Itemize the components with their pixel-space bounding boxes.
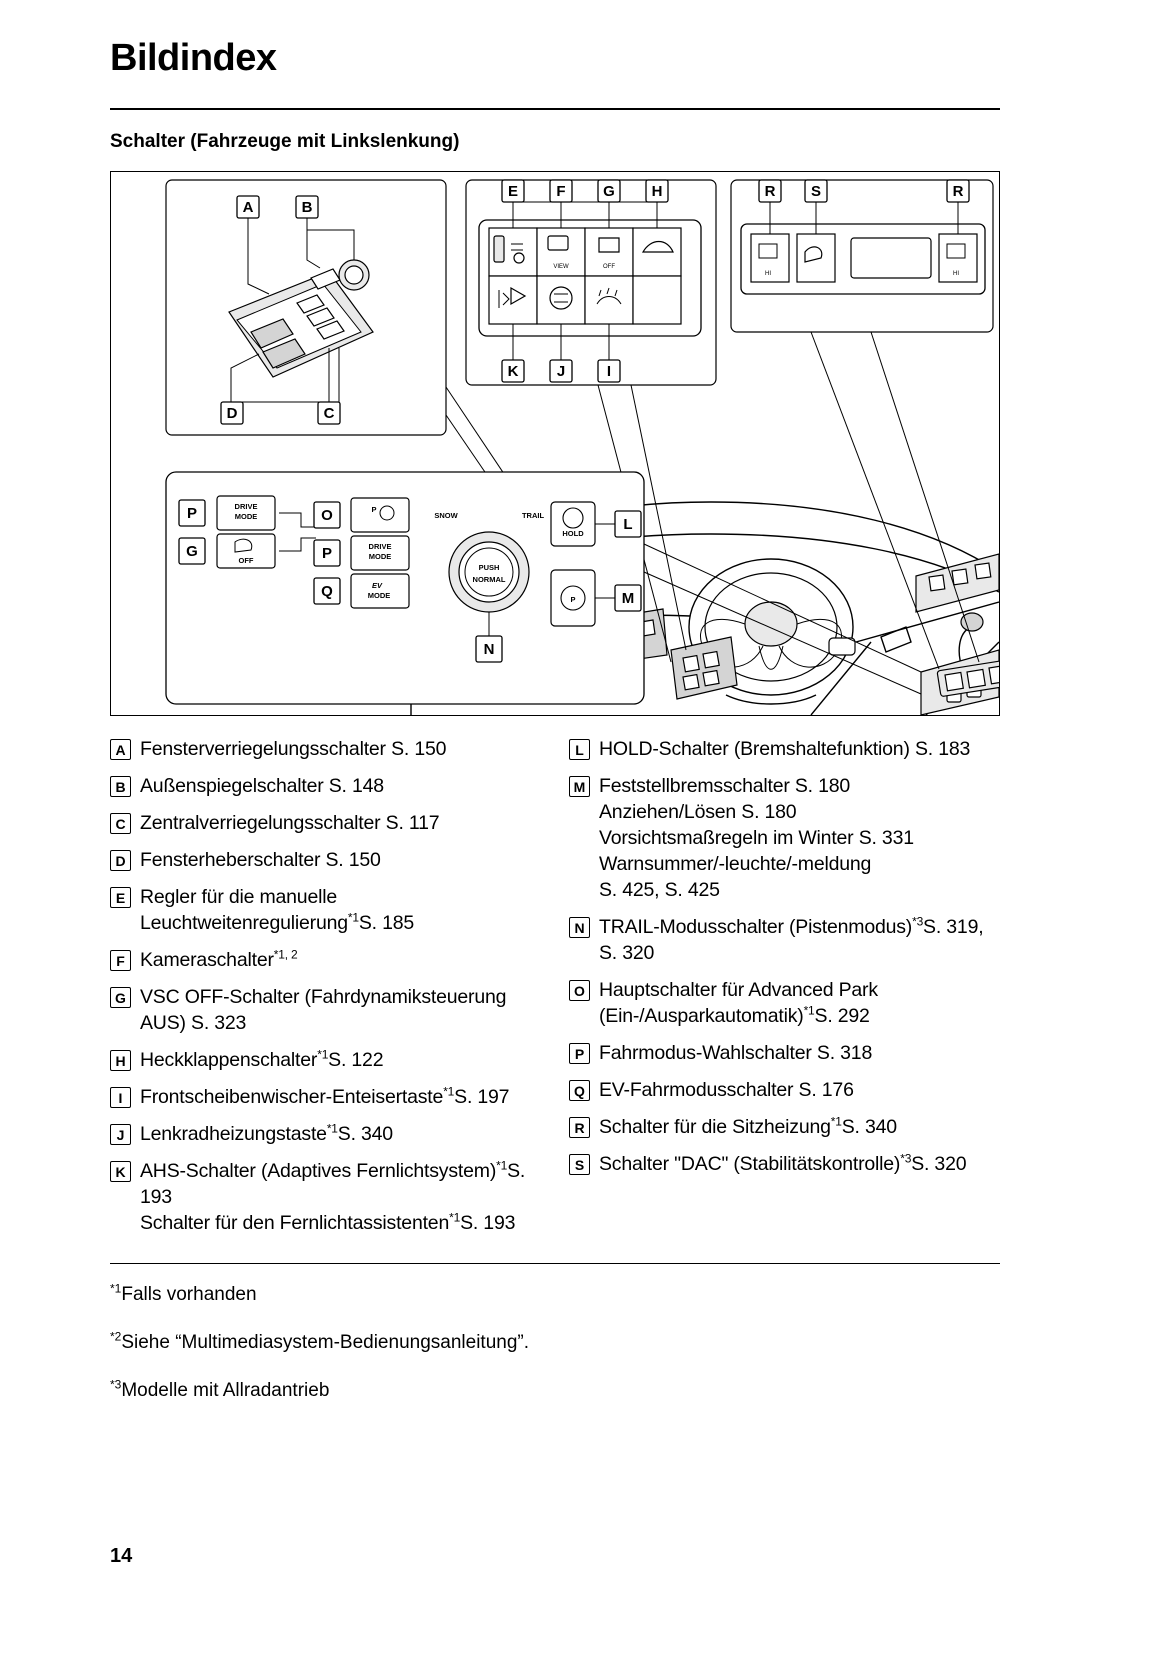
legend-text-s-main: Schalter "DAC" (Stabilitätskontrolle) [599,1152,901,1175]
legend-text-j-main: Lenkradheizungstaste [140,1122,327,1145]
svg-text:N: N [483,640,495,658]
svg-text:P: P [321,544,333,562]
legend-sup-s: *3 [900,1151,912,1166]
svg-text:P: P [371,504,377,514]
legend-text-m-main: Feststellbremsschalter S. 180 [599,774,851,797]
legend-text-i [140,1084,509,1110]
legend-item-n [569,914,1000,966]
svg-text:DRIVE: DRIVE [368,541,392,551]
key-badge-b: B [110,776,131,797]
switch-location-figure [110,171,1000,716]
legend-text-c: Zentralverriegelungsschalter S. 117 [140,811,440,834]
legend-sup-f: *1, 2 [273,947,298,962]
legend-item-q [569,1077,1000,1103]
key-badge-q: Q [569,1080,590,1101]
legend-text-f [140,947,297,973]
legend-page-k2: S. 193 [460,1211,516,1234]
left-switch-panel-small [671,637,737,699]
legend-item-o [569,977,1000,1029]
legend-item-i [110,1084,541,1110]
footnote-2 [110,1330,1000,1356]
page-title: Bildindex [110,37,277,79]
legend-text-s [599,1151,966,1177]
key-badge-c: C [110,813,131,834]
svg-text:OFF: OFF [238,555,254,565]
svg-text:MODE: MODE [367,590,391,600]
legend-text-l: HOLD-Schalter (Bremshaltefunktion) S. 183 [599,737,971,760]
legend-sup-n: *3 [912,914,924,929]
legend-text-h-main: Heckklappenschalter [140,1048,318,1071]
legend-text-g: VSC OFF-Schalter (Fahrdynamiksteuerung AUS) S. 323 [140,985,507,1034]
svg-text:M: M [621,589,635,607]
key-badge-d: D [110,850,131,871]
legend-item-a [110,736,541,762]
key-badge-a: A [110,739,131,760]
legend-sup-e: *1 [347,910,359,925]
page-content [110,0,1000,1426]
legend-item-s [569,1151,1000,1177]
page-number: 14 [110,1545,133,1567]
legend-text-m-line2: Vorsichtsmaßregeln im Winter S. 331 [599,826,914,849]
svg-text:G: G [186,542,198,560]
svg-text:OFF: OFF [603,263,615,270]
footnote-marker-3: *3 [110,1377,122,1392]
svg-text:HI: HI [765,270,771,277]
section-title: Schalter (Fahrzeuge mit Linkslenkung) [110,130,460,152]
legend-item-k [110,1158,541,1236]
legend-page-k: S. 193 [140,1159,526,1208]
svg-text:TRAIL: TRAIL [521,510,545,520]
svg-text:NORMAL: NORMAL [472,574,506,584]
key-badge-m: M [569,776,590,797]
svg-text:DRIVE: DRIVE [234,501,258,511]
svg-text:J: J [556,362,566,380]
legend-sup-j: *1 [326,1121,338,1136]
legend-text-m-line4: S. 425, S. 425 [599,878,720,901]
legend-column-left [110,736,541,1247]
svg-text:F: F [556,182,566,200]
svg-text:D: D [226,404,238,422]
footnote-marker-2: *2 [110,1329,122,1344]
legend-text-o [599,977,1000,1029]
legend-text-n-main: TRAIL-Modusschalter (Pistenmodus) [599,915,913,938]
legend-item-g [110,984,541,1036]
legend-text-p: Fahrmodus-Wahlschalter S. 318 [599,1041,873,1064]
legend-text-e [140,884,541,936]
key-badge-l: L [569,739,590,760]
svg-text:Q: Q [321,582,333,600]
legend-item-j [110,1121,541,1147]
legend-page-o: S. 292 [814,1004,870,1027]
footnote-marker-1: *1 [110,1281,122,1296]
key-badge-n: N [569,917,590,938]
footnote-1 [110,1282,1000,1308]
legend-item-l [569,736,1000,762]
svg-text:P: P [570,594,576,604]
key-badge-k: K [110,1161,131,1182]
svg-text:B: B [301,198,313,216]
legend-text-q: EV-Fahrmodusschalter S. 176 [599,1078,854,1101]
svg-text:K: K [507,362,519,380]
footnote-text-1: Falls vorhanden [121,1283,257,1305]
svg-text:PUSH: PUSH [478,562,500,572]
footnote-divider [110,1263,1000,1264]
legend-column-right [569,736,1000,1247]
svg-text:HI: HI [953,270,959,277]
legend-text-r [599,1114,897,1140]
legend-page-e: S. 185 [358,911,415,934]
key-badge-o: O [569,980,590,1001]
legend-item-c [110,810,541,836]
legend-text-f-main: Kameraschalter [140,948,274,971]
svg-text:MODE: MODE [234,511,258,521]
legend-page-r: S. 340 [841,1115,897,1138]
legend-item-d [110,847,541,873]
svg-text:C: C [323,404,335,422]
legend-text-h [140,1047,383,1073]
svg-text:HOLD: HOLD [562,528,584,538]
legend-text-b: Außenspiegelschalter S. 148 [140,774,384,797]
legend-text-k [140,1158,541,1236]
legend-item-f [110,947,541,973]
key-badge-g: G [110,987,131,1008]
legend-item-h [110,1047,541,1073]
legend-text-d: Fensterheberschalter S. 150 [140,848,381,871]
title-divider [110,108,1000,110]
legend-sup-o: *1 [803,1003,815,1018]
key-badge-h: H [110,1050,131,1071]
legend-sup-k2: *1 [449,1210,461,1225]
legend-item-p [569,1040,1000,1066]
svg-text:E: E [507,182,519,200]
legend-page-n: S. 319, S. 320 [599,915,984,964]
svg-text:O: O [321,506,333,524]
svg-text:S: S [810,182,822,200]
legend-text-m-line3: Warnsummer/-leuchte/-meldung [599,852,872,875]
legend-text-m [599,773,914,903]
footnote-text-2: Siehe “Multimediasystem-Bedienungsanleitung”. [121,1331,529,1353]
legend-item-e [110,884,541,936]
legend-text-e-main: Regler für die manuelle Leuchtweitenregulierung [140,885,348,934]
legend-page-j: S. 340 [337,1122,393,1145]
svg-text:R: R [952,182,964,200]
dash-seat-heater-row [937,642,999,697]
legend-text-i-main: Frontscheibenwischer-Enteisertaste [140,1085,444,1108]
legend-text-n [599,914,1000,966]
legend-sup-i: *1 [443,1084,455,1099]
svg-text:MODE: MODE [368,551,392,561]
svg-text:EV: EV [371,580,383,590]
legend-sup-k: *1 [496,1158,508,1173]
legend-sup-h: *1 [317,1047,329,1062]
footnote-3 [110,1378,1000,1404]
legend-page-h: S. 122 [328,1048,384,1071]
legend-text-r-main: Schalter für die Sitzheizung [599,1115,831,1138]
svg-text:I: I [606,362,612,380]
key-badge-f: F [110,950,131,971]
legend-page-s: S. 320 [911,1152,967,1175]
legend [110,736,1000,1247]
legend-text-o-main: Hauptschalter für Advanced Park (Ein-/Ausparkautomatik) [599,978,878,1027]
legend-sup-r: *1 [830,1114,842,1129]
legend-item-b [110,773,541,799]
svg-text:SNOW: SNOW [434,510,458,520]
legend-text-m-line1: Anziehen/Lösen S. 180 [599,800,797,823]
svg-text:VIEW: VIEW [553,263,569,270]
key-badge-i: I [110,1087,131,1108]
legend-item-r [569,1114,1000,1140]
svg-text:R: R [764,182,776,200]
legend-text-a: Fensterverriegelungsschalter S. 150 [140,737,447,760]
legend-text-k-line2: Schalter für den Fernlichtassistenten [140,1211,450,1234]
svg-text:H: H [651,182,663,200]
footnote-text-3: Modelle mit Allradantrieb [121,1379,330,1401]
footnotes [110,1282,1000,1404]
key-badge-j: J [110,1124,131,1145]
key-badge-p: P [569,1043,590,1064]
legend-text-k-main: AHS-Schalter (Adaptives Fernlichtsystem) [140,1159,497,1182]
svg-text:A: A [242,198,254,216]
legend-text-j [140,1121,393,1147]
key-badge-r: R [569,1117,590,1138]
key-badge-e: E [110,887,131,908]
svg-text:P: P [186,504,198,522]
legend-page-i: S. 197 [454,1085,510,1108]
legend-item-m [569,773,1000,903]
svg-text:L: L [623,515,633,533]
key-badge-s: S [569,1154,590,1175]
svg-text:G: G [603,182,615,200]
